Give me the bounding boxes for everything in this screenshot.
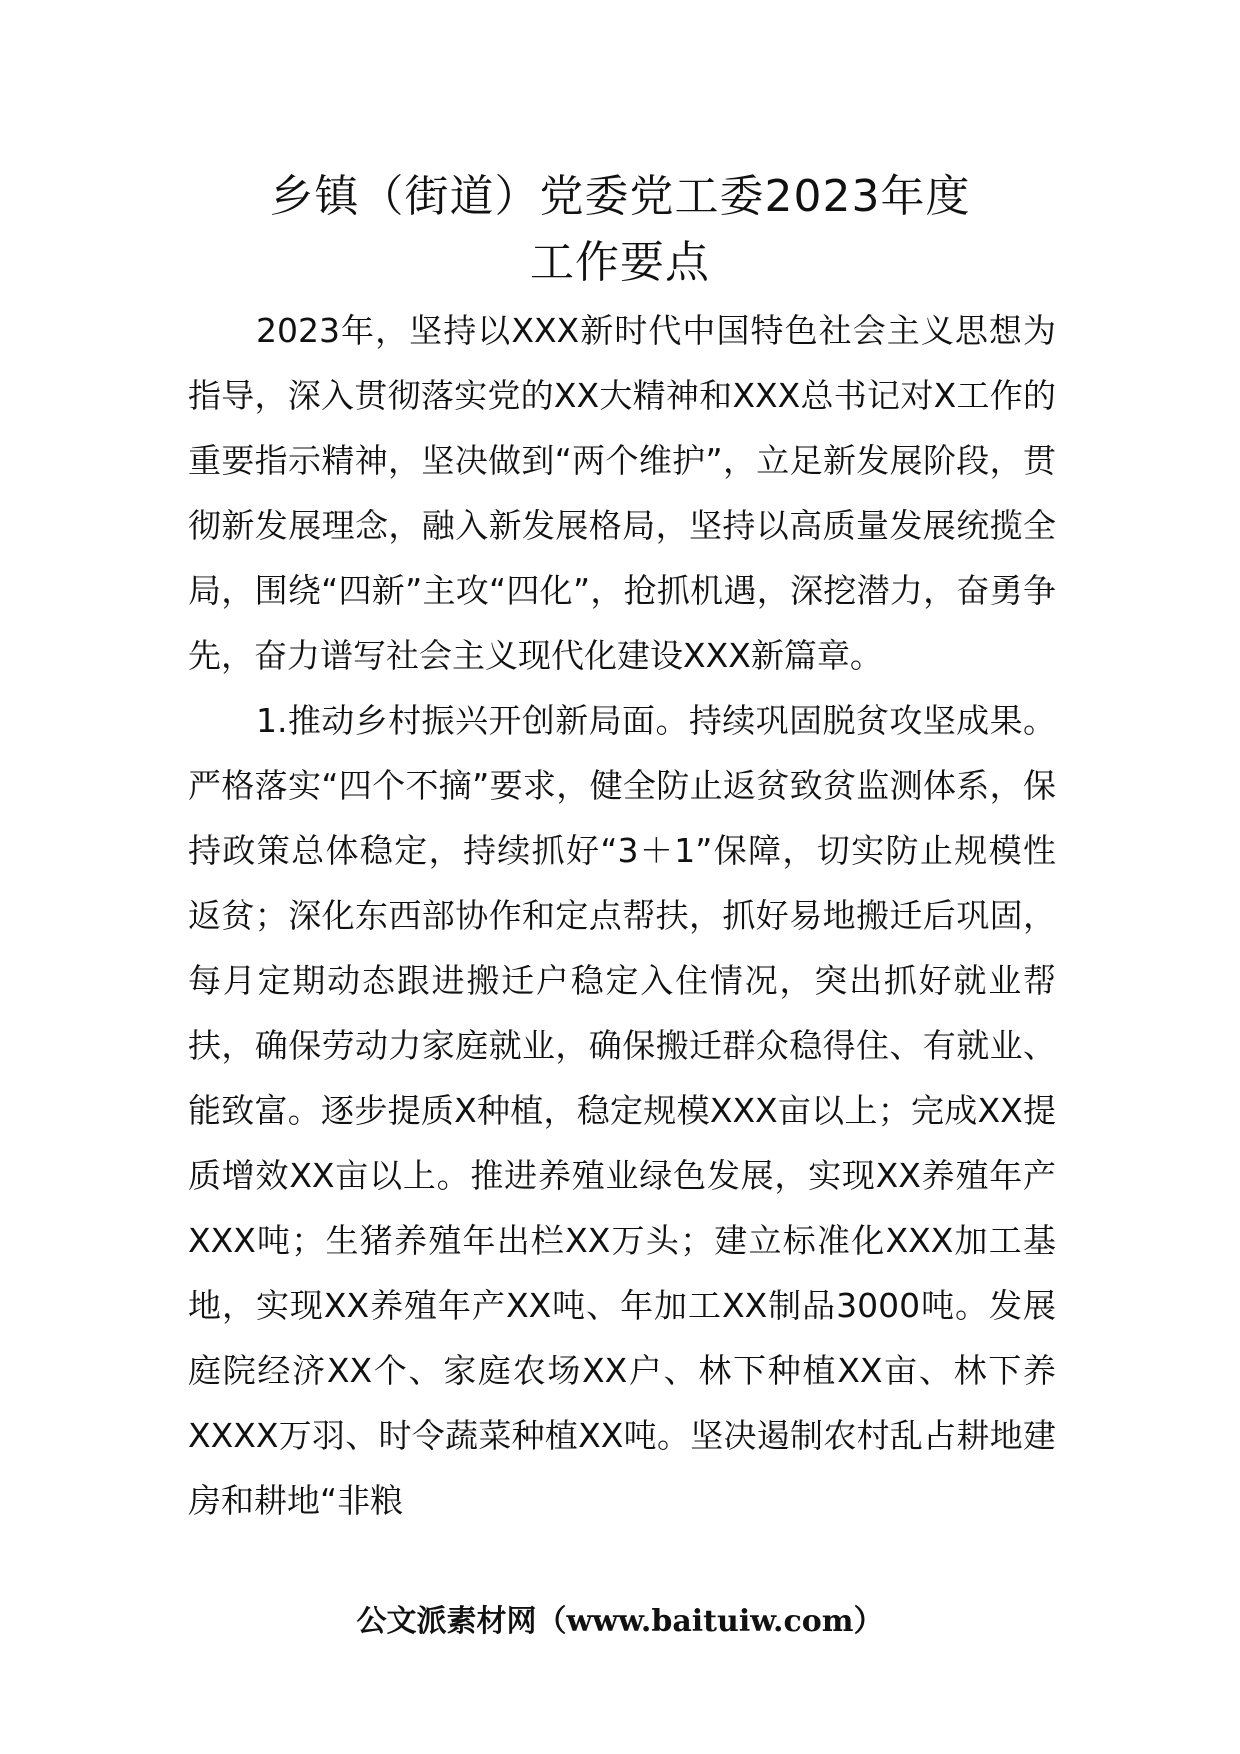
- document-title-line-2: 工作要点: [530, 237, 710, 288]
- paragraph-rural-revitalization: 1.推动乡村振兴开创新局面。持续巩固脱贫攻坚成果。严格落实“四个不摘”要求，健全防止返贫致贫监测体系，保持政策总体稳定，持续抓好“3＋1”保障，切实防止规模性返贫；深化东西部协作和定点帮扶，抓好易地搬迁后巩固，每月定期动态跟进搬迁户稳定入住情况，突出抓好就业帮扶，确保劳动力家庭就业，确保搬迁群众稳得住、有就业、能致富。逐步提质X种植，稳定规模XXX亩以上；完成XX提质增效XX亩以上。推进养殖业绿色发展，实现XX养殖年产XXX吨；生猪养殖年出栏XX万头；建立标准化XXX加工基地，实现XX养殖年产XX吨、年加工XX制品3000吨。发展庭院经济XX个、家庭农场XX户、林下种植XX亩、林下养XXXX万羽、时令蔬菜种植XX吨。坚决遏制农村乱占耕地建房和耕地“非粮: [188, 701, 1056, 1520]
- document-body: [188, 298, 1056, 1533]
- paragraph-intro: 2023年，坚持以XXX新时代中国特色社会主义思想为指导，深入贯彻落实党的XX大精神和XXX总书记对X工作的重要指示精神，坚决做到“两个维护”，立足新发展阶段，贯彻新发展理念，融入新发展格局，坚持以高质量发展统揽全局，围绕“四新”主攻“四化”，抢抓机遇，深挖潜力，奋勇争先，奋力谱写社会主义现代化建设XXX新篇章。: [188, 311, 1056, 675]
- footer-watermark: 公文派素材网（www.baituiw.com）: [356, 1604, 884, 1639]
- document-title-line-1: 乡镇（街道）党委党工委2023年度: [269, 171, 971, 222]
